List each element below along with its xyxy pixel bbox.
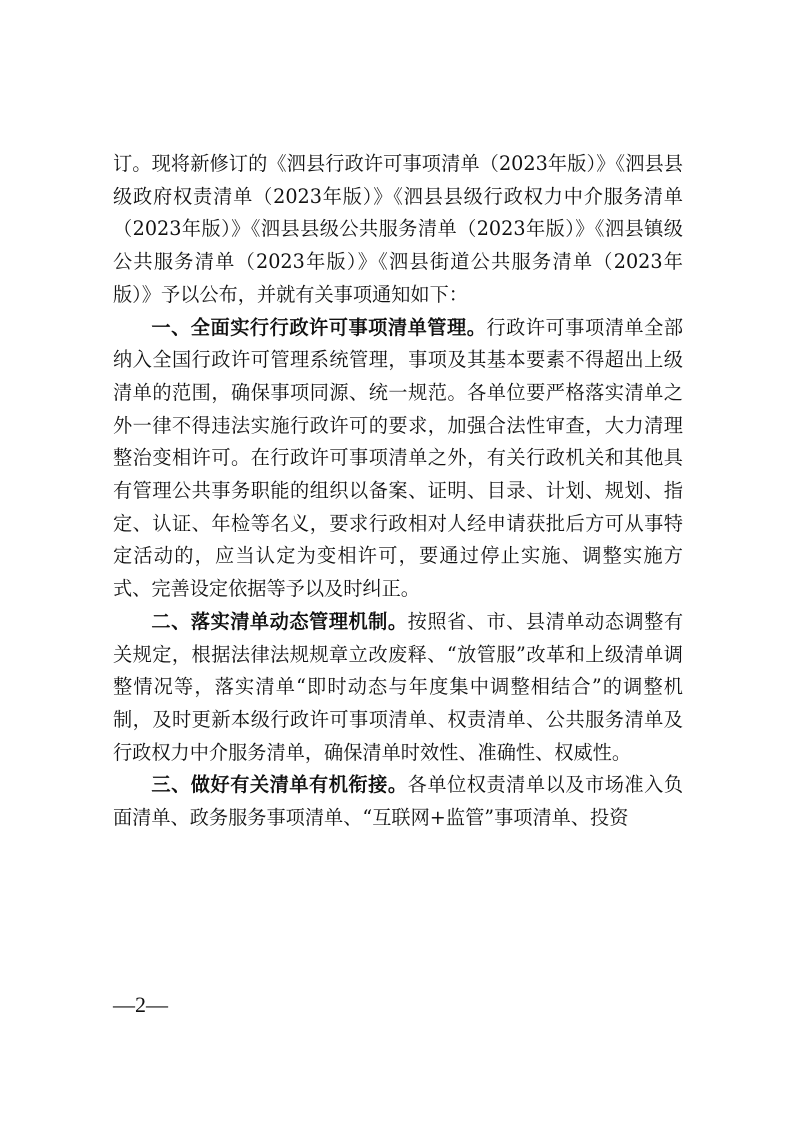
section-body-2: 按照省、市、县清单动态调整有关规定，根据法律法规规章立改废释、“放管服”改革和上级清单调整情况等，落实清单“即时动态与年度集中调整相结合”的调整机制，及时更新本级行政许可事项清单、权责清单、公共服务清单及行政权力中介服务清单，确保清单时效性、准确性、权威性。 — [113, 609, 684, 764]
section-heading-1: 一、全面实行行政许可事项清单管理。 — [151, 315, 487, 339]
paragraph-section-3 — [113, 769, 683, 834]
section-heading-3: 三、做好有关清单有机衔接。 — [151, 773, 408, 797]
body-text — [113, 148, 683, 835]
page-number: —2— — [113, 992, 168, 1017]
section-heading-2: 二、落实清单动态管理机制。 — [151, 609, 408, 633]
paragraph-section-1 — [113, 312, 683, 606]
section-body-1: 行政许可事项清单全部纳入全国行政许可管理系统管理，事项及其基本要素不得超出上级清单的范围，确保事项同源、统一规范。各单位要严格落实清单之外一律不得违法实施行政许可的要求，加强合法性审查，大力清理整治变相许可。在行政许可事项清单之外，有关行政机关和其他具有管理公共事务职能的组织以备案、证明、目录、计划、规划、指定、认证、年检等名义，要求行政相对人经申请获批后方可从事特定活动的，应当认定为变相许可，要通过停止实施、调整实施方式、完善设定依据等予以及时纠正。 — [113, 315, 684, 601]
paragraph-intro: 订。现将新修订的《泗县行政许可事项清单（2023年版）》《泗县县级政府权责清单（2023年版）》《泗县县级行政权力中介服务清单（2023年版）》《泗县县级公共服务清单（2023年版）》《泗县镇级公共服务清单（2023年版）》《泗县街道公共服务清单（2023年版）》予以公布，并就有关事项通知如下： — [113, 152, 683, 306]
section-body-3: 各单位权责清单以及市场准入负面清单、政务服务事项清单、“互联网+监管”事项清单、投资 — [113, 773, 684, 830]
paragraph-section-2 — [113, 606, 683, 770]
